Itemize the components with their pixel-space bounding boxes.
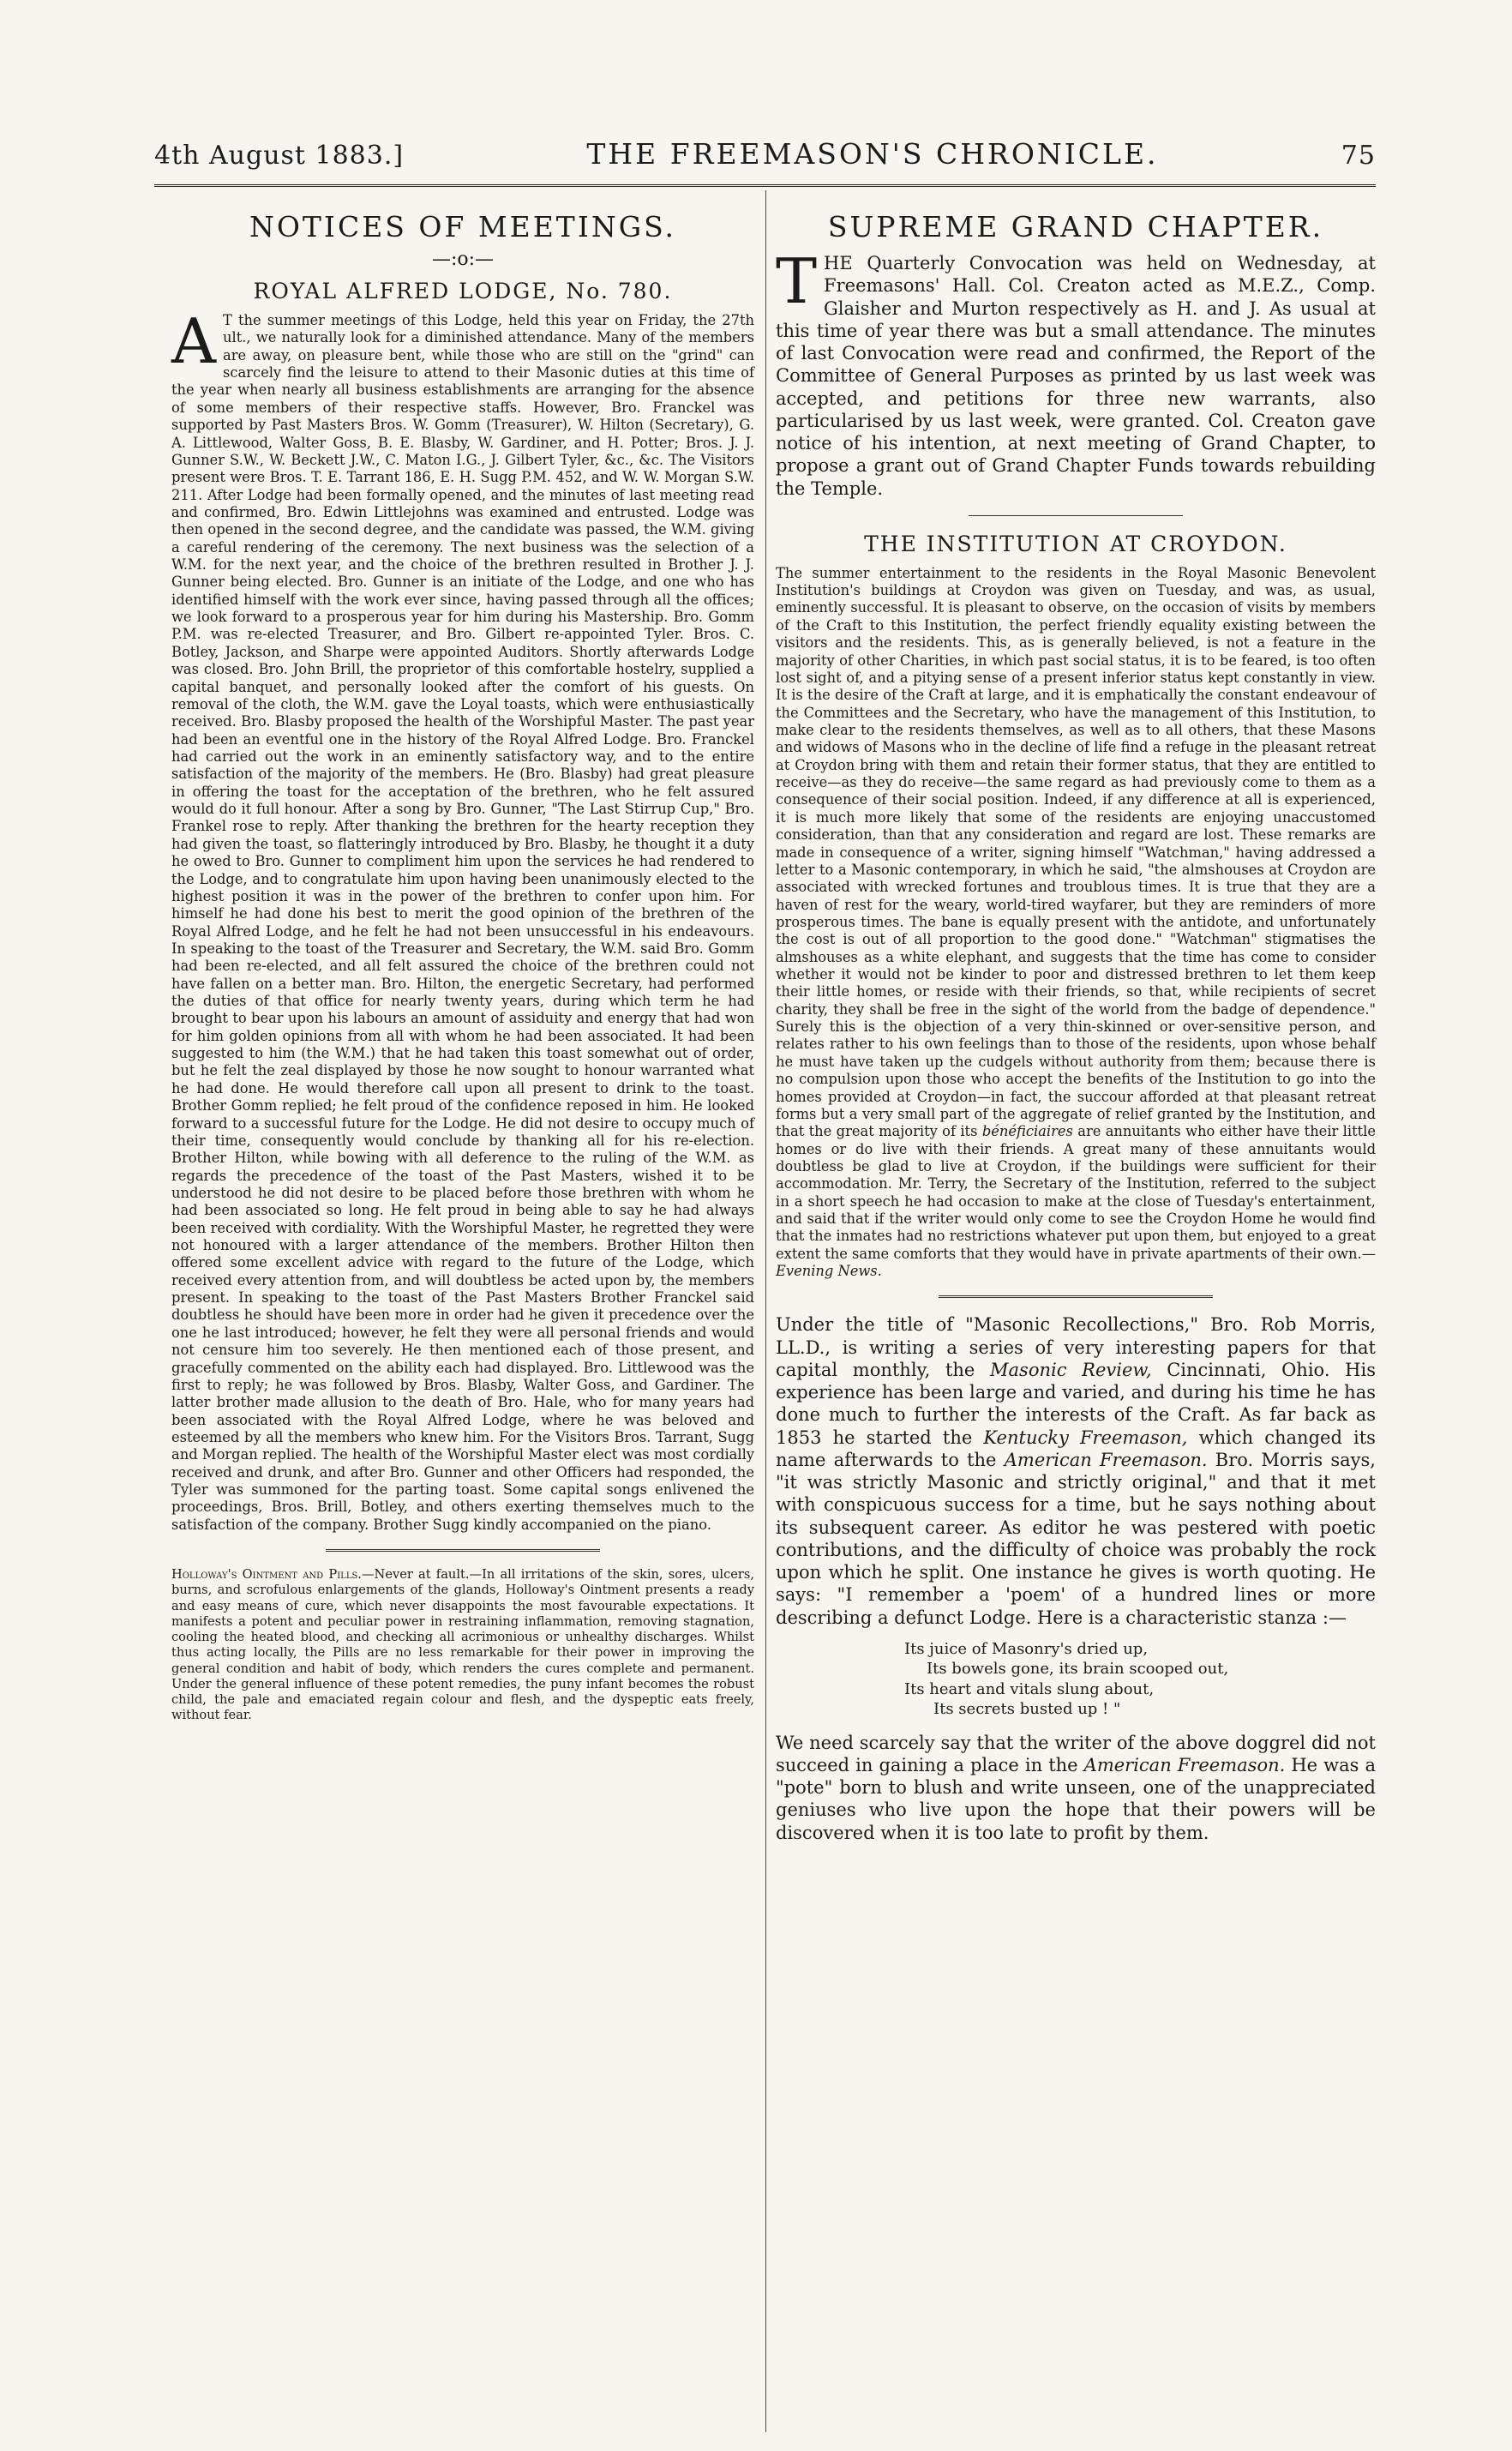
left-column — [171, 210, 754, 1724]
closing-paragraph — [776, 1732, 1376, 1844]
stanza-line: Its secrets busted up ! " — [933, 1700, 1121, 1719]
chapter-heading: SUPREME GRAND CHAPTER. — [827, 210, 1324, 243]
chapter-report-text: HE Quarterly Convocation was held on Wednesday, at Freemasons' Hall. Col. Creaton acted as M.E.Z., Comp. Glaisher and Murton respectively as H. and J. As usual at this time of year there was but a small attendance. The minutes of last Convocation were read and confirmed, the Report of the Committee of General Purposes as printed by us last week was accepted, and petitions for three new warrants, also particularised by us last week, were granted. Col. Creaton gave notice of his intention, at next meeting of Grand Chapter, to propose a grant out of Grand Chapter Funds towards rebuilding the Temple. — [776, 253, 1376, 499]
poem-stanza — [904, 1639, 1376, 1720]
american-freemason-title: American Freemason. — [1004, 1449, 1208, 1470]
closing-text: He was a "pote" born to blush and write unseen, one of the unappreciated geniuses who live upon the hope that their powers will be discovered when it is too late to profit by them. — [776, 1754, 1376, 1843]
morris-text: which changed its name afterwards to the — [776, 1427, 1376, 1470]
notice-title: Holloway's Ointment and Pills. — [171, 1567, 362, 1583]
croydon-report — [776, 565, 1376, 1281]
lodge-report — [171, 305, 754, 1534]
croydon-text: The summer entertainment to the residents in the Royal Masonic Benevolent Institution's buildings at Croydon was given on Tuesday, and was, as usual, eminently successful. It is pleasant to observe, on the occasion of visits by members of the Craft to this Institution, the perfect friendly equality existing between the visitors and the residents. This, as is generally believed, is not a feature in the majority of other Charities, in which past social status, it is to be feared, is too often lost sight of, and a pitying sense of a present inferior status kept constantly in view. It is the desire of the Craft at large, and it is emphatically the constant endeavour of the Committees and the Secretary, who have the management of this Institution, to make clear to the residents themselves, as well as to all others, that these Masons and widows of Masons who in the decline of life find a refuge in the pleasant retreat at Croydon bring with them and retain their former status, that they are entitled to receive—as they do receive—the same regard as had previously come to them as a consequence of their social position. Indeed, if any difference at all is experienced, it is much more likely that some of the residents are enjoying unaccustomed consideration, than that any consideration and regard are lost. These remarks are made in consequence of a writer, signing himself "Watchman," having addressed a letter to a Masonic contemporary, in which he said, "the almshouses at Croydon are associated with wrecked fortunes and troublous times. It is true that they are a haven of rest for the weary, world-tired wayfarer, but they are reminders of more prosperous times. The bane is equally present with the antidote, and unfortunately the cost is out of all proportion to the good done." "Watchman" stigmatises the almshouses as a white elephant, and suggests that the time has come to consider whether it would not be kinder to poor and distressed brethren to let them keep their little homes, or reside with their friends, so that, while recipients of secret charity, they shall be free in the sight of the world from the badge of dependence." Surely this is the objection of a very thin-skinned or over-sensitive person, and relates rather to his own feelings than to those of the residents, upon whose behalf he must have taken up the cudgels without authority from them; because there is no compulsion upon those who accept the benefits of the Institution to go into the homes provided at Croydon—in fact, the succour afforded at that pleasant retreat forms but a very small part of the aggregate of relief granted by the Institution, and that the great majority of its — [776, 564, 1376, 1140]
masthead — [154, 137, 1376, 180]
american-freemason-title: American Freemason. — [1083, 1754, 1286, 1775]
heading-separator: —:o:— — [431, 249, 495, 270]
drop-cap: A — [171, 305, 216, 377]
drop-cap: T — [776, 245, 818, 317]
issue-date: 4th August 1883.] — [154, 141, 405, 171]
morris-text: Under the title of "Masonic Recollections," Bro. Rob Morris, LL.D., is writing a series of very interesting papers for that capital monthly, the — [776, 1314, 1376, 1380]
stanza-line: Its bowels gone, its brain scooped out, — [927, 1660, 1229, 1679]
croydon-source: Evening News. — [776, 1263, 882, 1280]
publication-title: THE FREEMASON'S CHRONICLE. — [586, 137, 1159, 171]
lodge-report-text: T the summer meetings of this Lodge, held this year on Friday, the 27th ult., we naturally look for a diminished attendance. Many of the members are away, on pleasure bent, while those who are still on the "grind" can scarcely find the leisure to attend to their Masonic duties at this time of the year when nearly all business establishments are arranging for the absence of some members of their respective staffs. However, Bro. Franckel was supported by Past Masters Bros. W. Gomm (Treasurer), W. Hilton (Secretary), G. A. Littlewood, Walter Goss, B. E. Blasby, W. Gardiner, and H. Potter; Bros. J. J. Gunner S.W., W. Beckett J.W., C. Maton I.G., J. Gilbert Tyler, &c., &c. The Visitors present were Bros. T. E. Tarrant 186, E. H. Sugg P.M. 452, and W. W. Morgan S.W. 211. After Lodge had been formally opened, and the minutes of last meeting read and confirmed, Bro. Edwin Littlejohns was examined and entrusted. Lodge was then opened in the second degree, and the candidate was passed, the W.M. giving a careful rendering of the ceremony. The next business was the selection of a W.M. for the next year, and the choice of the brethren resulted in Brother J. J. Gunner being elected. Bro. Gunner is an initiate of the Lodge, and one who has identified himself with the work ever since, having passed through all the offices; we look forward to a prosperous year for him during his Mastership. Bro. Gomm P.M. was re-elected Treasurer, and Bro. Gilbert re-appointed Tyler. Bros. C. Botley, Jackson, and Sharpe were appointed Auditors. Shortly afterwards Lodge was closed. Bro. John Brill, the proprietor of this comfortable hostelry, supplied a capital banquet, and personally looked after the comfort of his guests. On removal of the cloth, the W.M. gave the Loyal toasts, which were enthusiastically received. Bro. Blasby proposed the health of the Worshipful Master. The past year had been an eventful one in the history of the Royal Alfred Lodge. Bro. Franckel had carried out the work in an eminently satisfactory way, and to the entire satisfaction of the majority of the members. He (Bro. Blasby) had great pleasure in offering the toast for the acceptation of the brethren, who he felt assured would do it full honour. After a song by Bro. Gunner, "The Last Stirrup Cup," Bro. Frankel rose to reply. After thanking the brethren for the hearty reception they had given the toast, so flatteringly introduced by Bro. Blasby, he thought it a duty he owed to Bro. Gunner to compliment him upon the services he had rendered to the Lodge, and to congratulate him upon having been unanimously elected to the highest position it was in the power of the brethren to confer upon him. For himself he had done his best to merit the good opinion of the brethren of the Royal Alfred Lodge, and he felt he had not been unsuccessful in his endeavours. In speaking to the toast of the Treasurer and Secretary, the W.M. said Bro. Gomm had been re-elected, and all felt assured the choice of the brethren could not have fallen on a better man. Bro. Hilton, the energetic Secretary, had performed the duties of that office for nearly twenty years, during which term he had brought to bear upon his labours an amount of assiduity and energy that had won for him golden opinions from all with whom he had been associated. It had been suggested to him (the W.M.) that he had taken this toast somewhat out of order, but he felt the zeal displayed by those he now sought to honour warranted what he had done. He would therefore call upon all present to drink to the toast. Brother Gomm replied; he felt proud of the confidence reposed in him. He looked forward to a successful future for the Lodge. He did not desire to occupy much of their time, consequently would conclude by thanking all for his re-election. Brother Hilton, while bowing with all deference to the ruling of the W.M. as regards the precedence of the toast of the Past Masters, wished it to be understood he did not desire to be placed before those brethren with whom he had been associated so long. He felt proud in being able to say he had always been received with cordiality. With the Worshipful Master, he regretted they were not honoured with a larger attendance of the members. Brother Hilton then offered some excellent advice with regard to the future of the Lodge, which received every attention from, and will doubtless be acted upon by, the members present. In speaking to the toast of the Past Masters Brother Franckel said doubtless he should have been more in order had he given it precedence over the one he last introduced; however, he felt they were all personal friends and would not censure him too severely. He then mentioned each of those present, and gracefully commented on the ability each had displayed. Bro. Littlewood was the first to reply; he was followed by Bros. Blasby, Walter Goss, and Gardiner. The latter brother made allusion to the death of Bro. Hale, who for many years had been associated with the Royal Alfred Lodge, where he was beloved and esteemed by all the members who knew him. For the Visitors Bros. Tarrant, Sugg and Morgan replied. The health of the Worshipful Master elect was most cordially received and drunk, and after Bro. Gunner and other Officers had responded, the Tyler was summoned for the parting toast. Some capital songs enlivened the proceedings, Bros. Brill, Botley, and others exerting themselves much to the satisfaction of the company. Brother Sugg kindly accompanied on the piano. — [171, 312, 754, 1533]
column-divider — [765, 190, 766, 2432]
notice-divider — [326, 1549, 600, 1552]
closing-text: We need scarcely say that the writer of the above doggrel did not succeed in gaining a place in the — [776, 1732, 1376, 1775]
stanza-line: Its juice of Masonry's dried up, — [904, 1639, 1149, 1658]
croydon-subheading: THE INSTITUTION AT CROYDON. — [864, 531, 1287, 556]
stanza-line: Its heart and vitals slung about, — [904, 1679, 1155, 1698]
header-rule — [154, 184, 1376, 187]
notices-heading: NOTICES OF MEETINGS. — [249, 210, 677, 243]
notice-text: —Never at fault.—In all irritations of the skin, sores, ulcers, burns, and scrofulous enlargements of the glands, Holloway's Ointment presents a ready and easy means of cure, which never disappoints the most favourable expectations. It manifests a potent and peculiar power in restraining inflammation, removing stagnation, cooling the heated blood, and checking all acrimonious or unhealthy discharges. Whilst thus acting locally, the Pills are no less remarkable for their power in improving the general condition and habit of body, which renders the cures complete and permanent. Under the general influence of these potent remedies, the puny infant becomes the robust child, the pale and emaciated regain colour and flesh, and the dyspeptic eats freely, without fear. — [171, 1567, 754, 1723]
croydon-italic: bénéficiaires — [981, 1123, 1073, 1140]
section-divider — [939, 1295, 1213, 1298]
chapter-report — [776, 245, 1376, 500]
right-column — [776, 210, 1376, 1844]
croydon-text-2: are annuitants who either have their little homes or do live with their friends. A great many of these annuitants would doubtless be glad to live at Croydon, if the buildings were sufficient for their accommodation. Mr. Terry, the Secretary of the Institution, referred to the subject in a short speech he had occasion to make at the close of Tuesday's entertainment, and said that if the writer would only come to see the Croydon Home he would find that the inmates had no restrictions whatever put upon them, but enjoyed to a great extent the same comforts that they would have in private apartments of their own.— — [776, 1123, 1376, 1262]
morris-paragraph — [776, 1313, 1376, 1629]
page-number: 75 — [1341, 141, 1376, 171]
kentucky-freemason-title: Kentucky Freemason, — [983, 1427, 1188, 1448]
holloway-notice — [171, 1567, 754, 1723]
lodge-subheading: ROYAL ALFRED LODGE, No. 780. — [253, 279, 673, 303]
morris-text: Bro. Morris says, "it was strictly Masonic and strictly original," and that it met with conspicuous success for a time, but he says nothing about its subsequent career. As editor he was pestered with poetic contributions, and the difficulty of choice was probably the rock upon which he split. One instance he gives is worth quoting. He says: "I remember a 'poem' of a hundred lines or more describing a defunct Lodge. Here is a characteristic stanza :— — [776, 1449, 1376, 1628]
masonic-review-title: Masonic Review, — [990, 1359, 1152, 1380]
morris-text: Cincinnati, Ohio. His experience has been large and varied, and during his time he has done much to further the interests of the Craft. As far back as 1853 he started the — [776, 1359, 1376, 1448]
section-divider — [969, 515, 1183, 516]
